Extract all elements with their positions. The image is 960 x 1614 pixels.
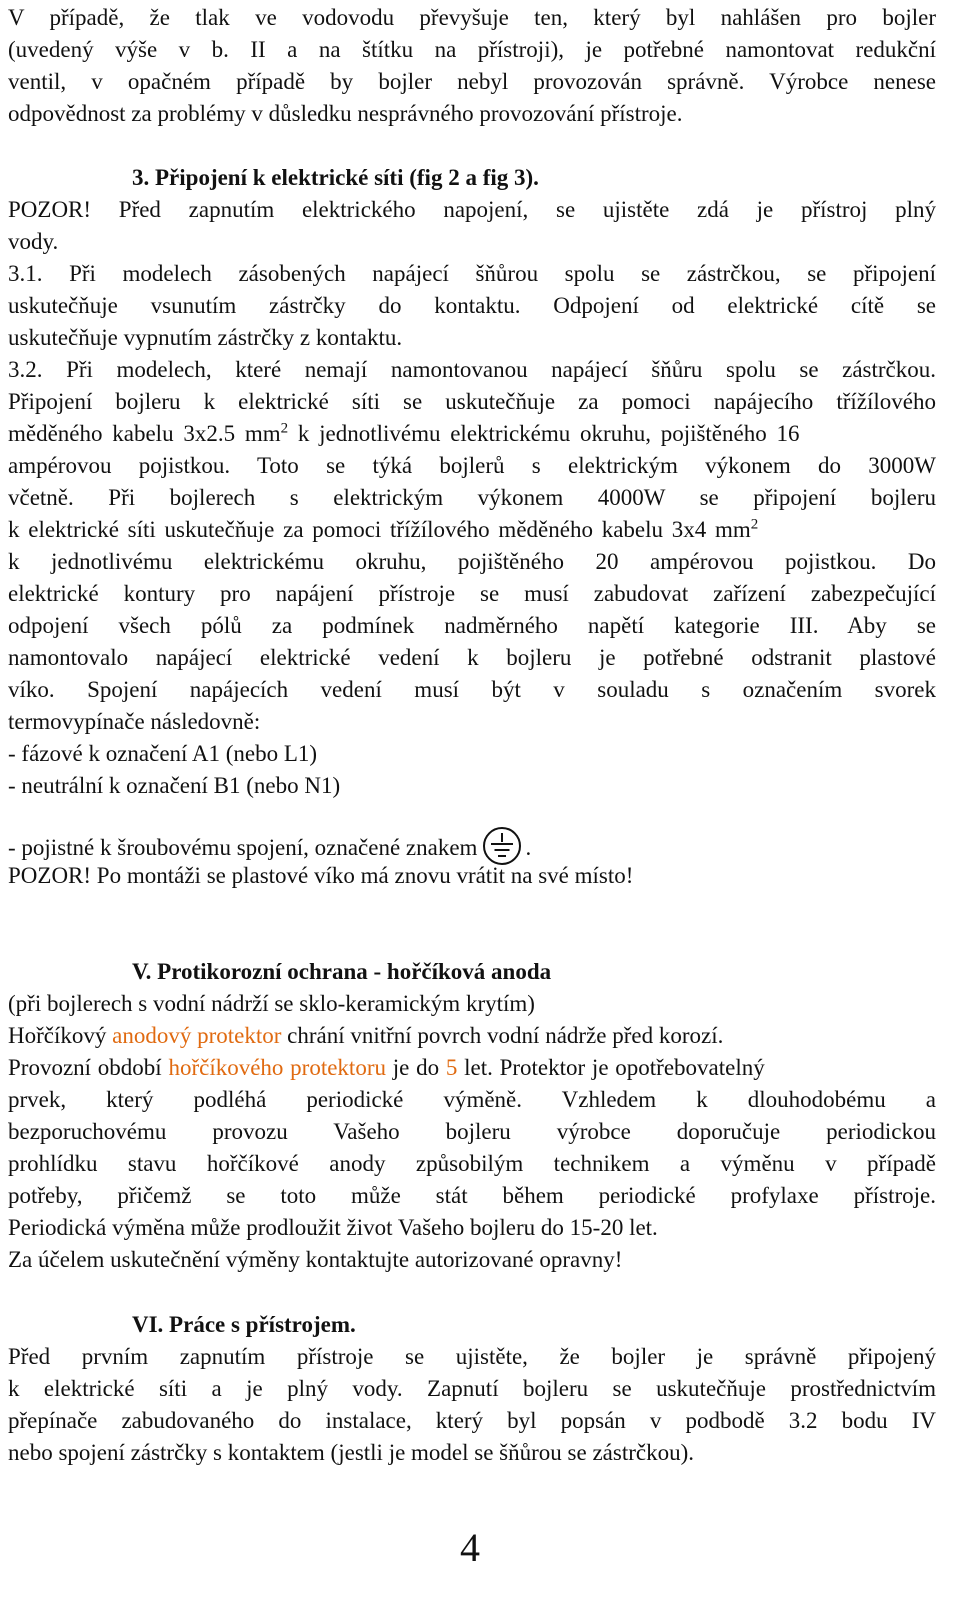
text-run: je do <box>385 1055 446 1080</box>
text-run: k jednotlivému elektrickému okruhu, pojištěného 16 <box>288 421 800 446</box>
paragraph-line: elektrické kontury pro napájení přístroje se musí zabudovat zařízení zabezpečující <box>8 581 936 606</box>
paragraph-line: k jednotlivému elektrickému okruhu, pojištěného 20 ampérovou pojistkou. Do <box>8 549 936 574</box>
paragraph-line: nebo spojení zástrčky s kontaktem (jestli je model se šňůrou se zástrčkou). <box>8 1440 694 1465</box>
paragraph-line: uskutečňuje vypnutím zástrčky z kontaktu. <box>8 325 403 350</box>
paragraph-line: přepínače zabudovaného do instalace, který byl popsán v podbodě 3.2 bodu IV <box>8 1408 936 1433</box>
paragraph-line: (uvedený výše v b. II a na štítku na přístroji), je potřebné namontovat redukční <box>8 37 936 62</box>
text-run: chrání vnitřní povrch vodní nádrže před korozí. <box>281 1023 724 1048</box>
text-run: Hořčíkový <box>8 1023 113 1048</box>
paragraph-line: Před prvním zapnutím přístroje se ujistěte, že bojler je správně připojený <box>8 1344 936 1369</box>
superscript: 2 <box>750 516 759 533</box>
paragraph-line: ampérovou pojistkou. Toto se týká bojlerů s elektrickým výkonem do 3000W <box>8 453 936 478</box>
highlighted-term: 5 <box>445 1055 458 1080</box>
paragraph-line: 3.1. Při modelech zásobených napájecí šňůrou spolu se zástrčkou, se připojení <box>8 261 936 286</box>
paragraph-line <box>8 514 936 546</box>
paragraph-line: termovypínače následovně: <box>8 709 261 734</box>
paragraph-line <box>8 1020 936 1052</box>
paragraph-line: bezporuchovému provozu Vašeho bojleru výrobce doporučuje periodickou <box>8 1119 936 1144</box>
paragraph-line: včetně. Při bojlerech s elektrickým výkonem 4000W se připojení bojleru <box>8 485 936 510</box>
highlighted-term: anodový protektor <box>112 1023 282 1048</box>
paragraph-line <box>8 418 936 450</box>
superscript: 2 <box>280 420 289 437</box>
paragraph-line: vody. <box>8 229 59 254</box>
paragraph-line <box>8 1052 936 1084</box>
warning-line: POZOR! Po montáži se plastové víko má znovu vrátit na své místo! <box>8 863 634 888</box>
warning-line: POZOR! Před zapnutím elektrického napojení, se ujistěte zdá je přístroj plný <box>8 197 936 222</box>
text-run: - pojistné k šroubovému spojení, označené znakem <box>8 835 478 860</box>
paragraph-line: Připojení bojleru k elektrické síti se uskutečňuje za pomoci napájecího třížílového <box>8 389 936 414</box>
paragraph-line: víko. Spojení napájecích vedení musí být v souladu s označením svorek <box>8 677 936 702</box>
section-heading-6: VI. Práce s přístrojem. <box>132 1312 356 1337</box>
text-run: . <box>525 835 532 860</box>
paragraph-line: odpovědnost za problémy v důsledku nesprávného provozování přístroje. <box>8 101 683 126</box>
paragraph-line: (při bojlerech s vodní nádrží se sklo-keramickým krytím) <box>8 991 535 1016</box>
list-item: - fázové k označení A1 (nebo L1) <box>8 741 318 766</box>
paragraph-line: potřeby, přičemž se toto může stát během periodické profylaxe přístroje. <box>8 1183 936 1208</box>
text-run: let. Protektor je opotřebovatelný <box>457 1055 765 1080</box>
paragraph-line: odpojení všech pólů za podmínek nadměrného napětí kategorie III. Aby se <box>8 613 936 638</box>
section-heading-3: 3. Připojení k elektrické síti (fig 2 a fig 3). <box>132 165 539 190</box>
text-run: k elektrické síti uskutečňuje za pomoci třížílového měděného kabelu 3x4 mm <box>8 517 751 542</box>
list-item: - neutrální k označení B1 (nebo N1) <box>8 773 341 798</box>
highlighted-term: hořčíkového protektoru <box>168 1055 386 1080</box>
section-heading-5: V. Protikorozní ochrana - hořčíková anoda <box>132 959 552 984</box>
paragraph-line: prohlídku stavu hořčíkové anody způsobilým technikem a výměnu v případě <box>8 1151 936 1176</box>
paragraph-line: prvek, který podléhá periodické výměně. Vzhledem k dlouhodobému a <box>8 1087 936 1112</box>
paragraph-line: 3.2. Při modelech, které nemají namontovanou napájecí šňůru spolu se zástrčkou. <box>8 357 936 382</box>
text-run: měděného kabelu 3x2.5 mm <box>8 421 281 446</box>
paragraph-line: namontovalo napájecí elektrické vedení k bojleru je potřebné odstranit plastové <box>8 645 936 670</box>
text-run: Provozní období <box>8 1055 169 1080</box>
paragraph-line: ventil, v opačném případě by bojler nebyl provozován správně. Výrobce nenese <box>8 69 936 94</box>
page-number: 4 <box>460 1525 480 1570</box>
paragraph-line: Za účelem uskutečnění výměny kontaktujte autorizované opravny! <box>8 1247 623 1272</box>
paragraph-line: Periodická výměna může prodloužit život Vašeho bojleru do 15-20 let. <box>8 1215 658 1240</box>
paragraph-line: uskutečňuje vsunutím zástrčky do kontaktu. Odpojení od elektrické cítě se <box>8 293 936 318</box>
paragraph-line: V případě, že tlak ve vodovodu převyšuje ten, který byl nahlášen pro bojler <box>8 5 936 30</box>
paragraph-line: k elektrické síti a je plný vody. Zapnutí bojleru se uskutečňuje prostřednictvím <box>8 1376 936 1401</box>
